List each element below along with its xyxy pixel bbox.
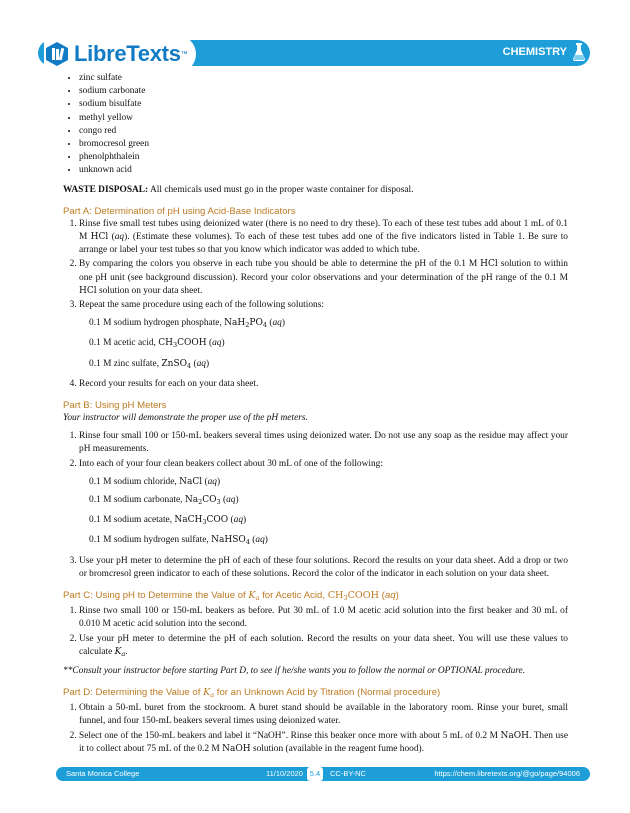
solution-line: 0.1 M sodium chloride, NaCl (aq) <box>89 476 221 487</box>
libretexts-hex-icon <box>44 41 70 67</box>
list-item: • congo red <box>79 125 568 138</box>
list-item: • sodium bisulfate <box>79 98 568 111</box>
list-item: 2. Into each of your four clean beakers collect about 30 mL of one of the following: 0.1 M sodium chloride, NaCl (aq) 0.1 M sodium carbonate, $Na_2CO_3$ (aq) 0.1 M sodium acetate, NaCH$_3$COO (aq) 0.1 M sodium hydrogen sulfate, NaHSO$_4$ (aq) <box>79 458 568 550</box>
instructor-note: **Consult your instructor before starting Part D, to see if he/she wants you to follow the normal or OPTIONAL procedure. <box>63 665 526 676</box>
solution-line: 0.1 M sodium acetate, NaCH$_3$COO (aq) <box>89 515 247 527</box>
list-item: • zinc sulfate <box>79 72 568 85</box>
part-c-heading: Part C: Using pH to Determine the Value of $K_a$ for Acetic Acid, $CH_3COOH$ (aq) <box>63 590 399 603</box>
waste-text: All chemicals used must go in the proper waste container for disposal. <box>148 184 414 195</box>
footer-license[interactable]: CC-BY-NC <box>330 769 366 778</box>
list-item: • methyl yellow <box>79 112 568 125</box>
part-d-steps <box>63 702 568 756</box>
logo-trademark: ™ <box>180 50 188 58</box>
part-a-steps <box>63 218 568 391</box>
part-b-intro: Your instructor will demonstrate the proper use of the pH meters. <box>63 413 308 424</box>
solution-line: 0.1 M zinc sulfate, ZnSO$_4$ (aq) <box>89 358 210 370</box>
solution-line: 0.1 M acetic acid, $CH_3COOH$ (aq) <box>89 338 225 350</box>
list-item: 1. Rinse five small test tubes using deionized water (there is no need to dry these). To each of these test tubes add about 1 mL of 0.1 M HCl (aq). (Estimate these volumes). To each of these test tubes add one of the five indicators listed in Table 1. Be sure to arrange or label your test tubes so that you know which indicator was added to which tube. <box>79 218 568 258</box>
list-item: 2. Use your pH meter to determine the pH of each solution. Record the results on your data sheet. You will use these values to calculate $K_a$. <box>79 633 568 661</box>
solution-line: 0.1 M sodium hydrogen sulfate, NaHSO$_4$ (aq) <box>89 535 268 547</box>
part-a-heading: Part A: Determination of pH using Acid-Base Indicators <box>63 205 296 217</box>
list-item: 2. Select one of the 150-mL beakers and label it “NaOH”. Rinse this beaker once more with about 5 mL of 0.2 M NaOH. Then use it to collect about 75 mL of the 0.2 M NaOH solution (available in the reagent fume hood). <box>79 730 568 756</box>
libretexts-logo[interactable] <box>44 35 196 73</box>
part-b-steps <box>63 430 568 581</box>
flask-icon <box>572 43 586 61</box>
solution-line: 0.1 M sodium hydrogen phosphate, $NaH_2PO_4$ (aq) <box>89 318 285 330</box>
part-b-heading: Part B: Using pH Meters <box>63 400 167 412</box>
list-item: • phenolphthalein <box>79 151 568 164</box>
footer-college: Santa Monica College <box>66 769 140 778</box>
page-number: 5.4 <box>307 767 323 781</box>
list-item: • bromocresol green <box>79 138 568 151</box>
logo-text: LibreTexts <box>74 41 181 66</box>
subject-label: CHEMISTRY <box>502 46 567 58</box>
chemical-list <box>63 72 568 178</box>
list-item: 2. By comparing the colors you observe in each tube you should be able to determine the pH of the 0.1 M HCl solution to within one pH unit (see background discussion). Record your color observations and your determination of the pH range of the 0.1 M HCl solution on your data sheet. <box>79 258 568 298</box>
waste-disposal <box>63 184 568 197</box>
list-item: • unknown acid <box>79 164 568 177</box>
list-item: 1. Rinse two small 100 or 150-mL beakers as before. Put 30 mL of 1.0 M acetic acid solution into the first beaker and 30 mL of 0.010 M acetic acid solution into the second. <box>79 605 568 631</box>
list-item: 1. Obtain a 50-mL buret from the stockroom. A buret stand should be available in the laboratory room. Rinse your buret, small funnel, and four 150-mL beakers several times using deionized water. <box>79 702 568 728</box>
part-d-heading: Part D: Determining the Value of $K_a$ for an Unknown Acid by Titration (Normal procedure) <box>63 687 441 700</box>
waste-label: WASTE DISPOSAL: <box>63 184 149 195</box>
list-item: 3. Repeat the same procedure using each of the following solutions: 0.1 M sodium hydrogen phosphate, $NaH_2PO_4$ (aq) 0.1 M acetic acid, $CH_3COOH$ (aq) 0.1 M zinc sulfate, ZnSO$_4$ (aq) <box>79 299 568 373</box>
part-c-steps <box>63 605 568 661</box>
list-item: 4. Record your results for each on your data sheet. <box>79 378 568 391</box>
document-body <box>63 72 568 757</box>
list-item: 3. Use your pH meter to determine the pH of each of these four solutions. Record the results on your data sheet. Add a drop or two or bromcresol green indicator to each of these solutions. Record the color of the indicator in each solution on your data sheet. <box>79 555 568 581</box>
footer-bar <box>56 767 590 781</box>
solution-line: 0.1 M sodium carbonate, $Na_2CO_3$ (aq) <box>89 495 239 507</box>
list-item: • sodium carbonate <box>79 85 568 98</box>
list-item: 1. Rinse four small 100 or 150-mL beakers several times using deionized water. Do not use any soap as the residue may affect your pH measurements. <box>79 430 568 456</box>
footer-url-link[interactable]: https://chem.libretexts.org/@go/page/94006 <box>434 769 580 778</box>
footer-date: 11/10/2020 <box>266 769 303 778</box>
